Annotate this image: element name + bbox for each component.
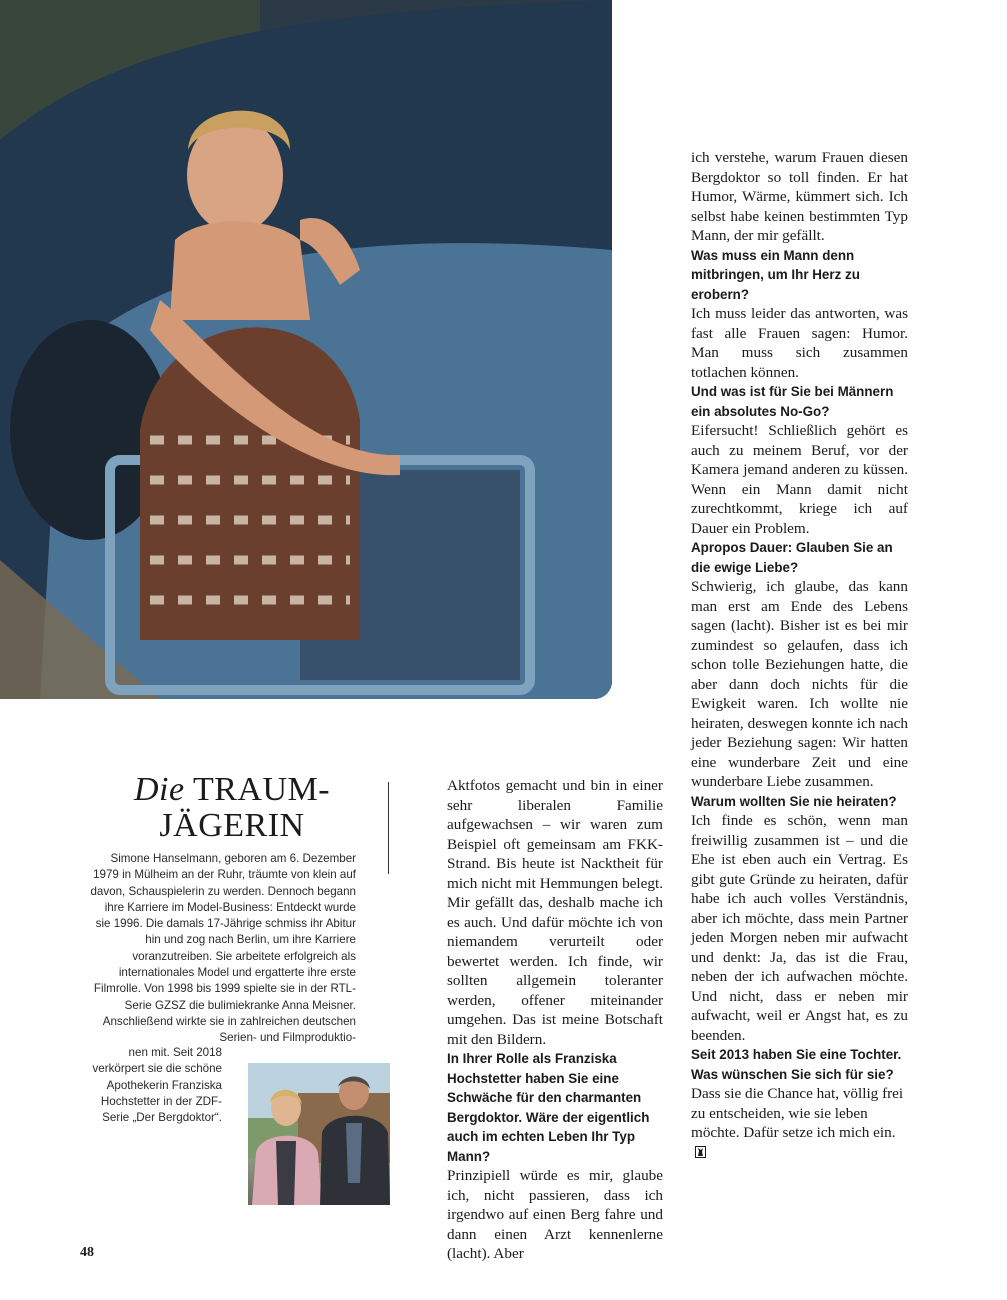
article-right-column (691, 148, 908, 1162)
interview-question: Apropos Dauer: Glauben Sie an die ewige Liebe? (691, 540, 893, 575)
interview-question: Seit 2013 haben Sie eine Tochter. Was wünschen Sie sich für sie? (691, 1047, 902, 1082)
article-paragraph: Schwierig, ich glaube, das kann man erst am Ende des Lebens sagen (lacht). Bisher ist es bei mir zumindest so gelaufen, dass ich schon tolle Beziehungen hatte, die aber dann doch nichts für die Ewigkeit waren. Ich wollte nie heiraten, deswegen konnte ich nach jeder Beziehung sagen: Wir hatten eine wunderbare Zeit und eine wunderbare Liebe zusammen. (691, 578, 908, 790)
article-paragraph: Prinzipiell würde es mir, glaube ich, nicht passieren, dass ich irgendwo auf einen Berg fahre und dann einen Arzt kennenlerne (lacht). Aber (447, 1167, 663, 1262)
inset-photo (248, 1063, 390, 1205)
article-paragraph: Ich muss leider das antworten, was fast alle Frauen sagen: Humor. Man muss sich zusammen totlachen können. (691, 305, 908, 381)
sidebar-bio-tail: nen mit. Seit 2018 verkörpert sie die schöne Apothekerin Franziska Hochstetter in der ZDF-Serie „Der Bergdoktor“. (92, 1046, 222, 1125)
article-paragraph: Aktfotos gemacht und bin in einer sehr liberalen Familie aufgewachsen – wir waren zum Beispiel oft gemeinsam am FKK-Strand. Bis heute ist Nacktheit für mich nicht mit Hemmungen belegt. Mir gefällt das, deshalb mache ich es auch. Und dafür möchte ich von niemandem verurteilt oder bewertet werden. Ich finde, wir sollten allgemein toleranter werden, offener miteinander umgehen. Das ist meine Botschaft mit den Bildern. (447, 777, 663, 1048)
article-paragraph: ich verstehe, warum Frauen diesen Bergdoktor so toll finden. Er hat Humor, Wärme, kümmert sich. Ich selbst habe keinen bestimmten Typ Mann, der mir gefällt. (691, 149, 908, 244)
interview-question: Warum wollten Sie nie heiraten? (691, 793, 897, 809)
headline-line-2: JÄGERIN (159, 807, 305, 844)
page-number: 48 (80, 1245, 94, 1260)
headline-line-1 (100, 772, 364, 808)
headline-word-1: TRAUM- (192, 771, 331, 808)
main-photo (0, 0, 612, 699)
vertical-divider (388, 782, 389, 874)
sidebar-headline (100, 772, 364, 844)
main-photo-illustration (0, 0, 612, 699)
sidebar-bio: Simone Hanselmann, geboren am 6. Dezember 1979 in Mülheim an der Ruhr, träumte von klein auf davon, Schauspielerin zu werden. Dennoch begann ihre Karriere im Model-Business: Entdeckt wurde sie 1996. Die damals 17-Jährige schmiss ihr Abitur hin und zog nach Berlin, um ihre Karriere voranzutreiben. Sie arbeitete erfolgreich als internationales Model und ergatterte ihre erste Filmrolle. Von 1998 bis 1999 spielte sie in der RTL-Serie GZSZ die bulimiekranke Anna Meisner. Anschließend wirkte sie in zahlreichen deutschen Serien- und Filmproduktio- (90, 852, 356, 1045)
headline-italic: Die (133, 771, 185, 808)
article-paragraph: Eifersucht! Schließlich gehört es auch zu meinem Beruf, vor der Kamera jemand anderen zu küssen. Wenn ein Mann damit nicht zurechtkommt, kriege ich auf Dauer ein Problem. (691, 422, 908, 537)
interview-question: In Ihrer Rolle als Franziska Hochstetter haben Sie eine Schwäche für den charmanten Bergdoktor. Wäre der eigentlich auch im echten Leben Ihr Typ Mann? (447, 1051, 650, 1164)
article-final-text: Dass sie die Chance hat, völlig frei zu entscheiden, wie sie leben möchte. Dafür setze ich mich ein. (691, 1085, 904, 1141)
bunny-end-icon (695, 1146, 706, 1158)
interview-question: Was muss ein Mann denn mitbringen, um Ihr Herz zu erobern? (691, 247, 860, 302)
article-paragraph: Ich finde es schön, wenn man freiwillig zusammen ist – und die Ehe ist eben auch ein Vertrag. Es gibt gute Gründe zu heiraten, dafür habe ich auch volles Verständnis, aber ich möchte, dass mein Partner jeden Morgen neben mir aufwacht und denkt: Ja, das ist die Frau, neben der ich aufwachen möchte. Und nicht, dass er neben mir aufwacht, weil er Angst hat, es zu beenden. (691, 812, 908, 1044)
article-middle-column (447, 776, 663, 1264)
inset-photo-illustration (248, 1063, 390, 1205)
interview-question: Und was ist für Sie bei Männern ein absolutes No-Go? (691, 384, 894, 419)
article-final-paragraph (691, 1084, 908, 1162)
